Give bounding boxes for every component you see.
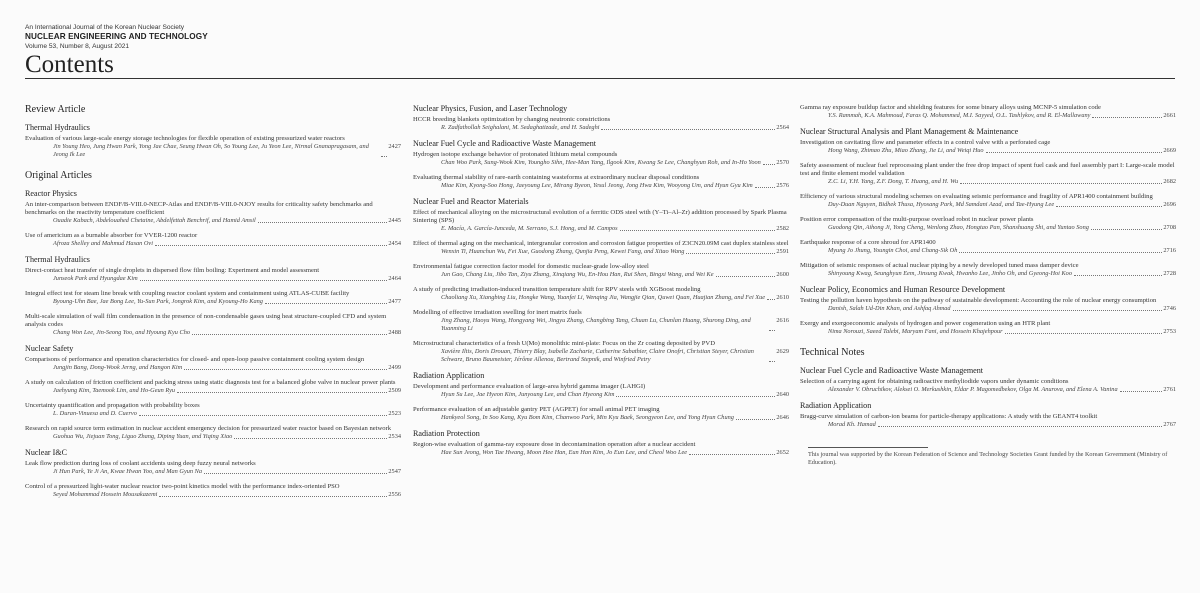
toc-entry[interactable] [800, 216, 1176, 232]
article-title[interactable]: A study on calculation of friction coefficient and packing stress using static diagnosis test for a balanced globe valve in nuclear power plants [25, 379, 396, 386]
article-title[interactable]: Earthquake response of a core shroud for APR1400 [800, 239, 936, 246]
dot-leader [616, 391, 775, 397]
page-number[interactable]: 2582 [776, 225, 789, 232]
article-title[interactable]: Research on rapid source term estimation in nuclear accident emergency decision for pressurized water reactor based on Bayesian network [25, 425, 392, 432]
article-authors-line [800, 178, 1176, 186]
article-authors-line [25, 143, 401, 159]
section-heading: Radiation Application [413, 371, 485, 380]
article-title[interactable]: Evaluation of various large-scale energy storage technologies for flexible operation of existing pressurized water reactors [25, 135, 345, 142]
society-line: An International Journal of the Korean Nuclear Society [25, 24, 185, 31]
section-heading: Reactor Physics [25, 189, 77, 198]
toc-entry[interactable] [413, 441, 789, 457]
section-heading: Nuclear Fuel Cycle and Radioactive Waste Management [800, 366, 984, 375]
dot-leader [959, 247, 1162, 253]
article-authors: Afroza Shelley and Mahmud Hasan Ovi [53, 240, 153, 247]
page-number[interactable]: 2767 [1163, 421, 1176, 428]
article-title[interactable]: Use of americium as a burnable absorber for VVER-1200 reactor [25, 232, 198, 239]
section-heading: Nuclear Physics, Fusion, and Laser Technology [413, 104, 568, 113]
article-authors-line [800, 270, 1176, 278]
dot-leader [755, 182, 776, 188]
dot-leader [265, 298, 387, 304]
dot-leader [1120, 386, 1163, 392]
article-authors-line [413, 182, 789, 190]
article-authors-line [800, 305, 1176, 313]
page-number[interactable]: 2696 [1163, 201, 1176, 208]
article-authors-line [800, 224, 1176, 232]
article-title[interactable]: Performance evaluation of an adjustable gantry PET (AGPET) for small animal PET imaging [413, 406, 660, 413]
section-heading: Radiation Protection [413, 429, 480, 438]
article-authors: Z.C. Li, Y.H. Yang, Z.F. Dong, T. Huang, and H. Wu [828, 178, 959, 185]
article-authors-line [413, 294, 789, 302]
page-number[interactable]: 2564 [776, 124, 789, 131]
article-authors: Guodong Qin, Aihong Ji, Yong Cheng, Wenlong Zhao, Hongtao Pan, Shanshuang Shi, and Yuntao Song [828, 224, 1089, 231]
toc-entry[interactable] [800, 413, 1176, 429]
article-title[interactable]: Integral effect test for steam line break with coupling reactor coolant system and containment using ATLAS-CUBE facility [25, 290, 350, 297]
page-number[interactable]: 2640 [776, 391, 789, 398]
toc-column-2 [413, 104, 789, 464]
article-authors: Jun Gao, Chang Liu, Jibo Tan, Ziyu Zhang, Xinqiang Wu, En-Hou Han, Rui Shen, Bingxi Wang, and Wei Ke [441, 271, 714, 278]
dot-leader [1005, 328, 1163, 334]
page-number[interactable]: 2746 [1163, 305, 1176, 312]
page-number[interactable]: 2761 [1163, 386, 1176, 393]
page-number[interactable]: 2629 [776, 348, 789, 355]
toc-entry[interactable] [413, 340, 789, 364]
page-number[interactable]: 2616 [776, 317, 789, 324]
article-authors-line [25, 275, 401, 283]
toc-entry[interactable] [413, 209, 789, 233]
article-title[interactable]: Uncertainty quantification and propagation with probability boxes [25, 402, 200, 409]
section-heading: Nuclear Fuel Cycle and Radioactive Waste Management [413, 139, 597, 148]
toc-entry[interactable] [413, 240, 789, 256]
article-authors-line [25, 364, 401, 372]
dot-leader [986, 147, 1163, 153]
page-number[interactable]: 2600 [776, 271, 789, 278]
dot-leader [1056, 201, 1162, 207]
article-authors: R. Zadfathollah Seighalani, M. Sedaghatizade, and H. Sadeghi [441, 124, 600, 131]
article-authors: Wenxin Ti, Huanchun Wu, Fei Xue, Guodong Zhang, Qunjia Peng, Kewei Fang, and Xitao Wang [441, 248, 685, 255]
toc-column-1 [25, 104, 401, 506]
article-title[interactable]: Evaluating thermal stability of rare-earth containing wasteforms at extraordinary nuclear disposal conditions [413, 174, 700, 181]
article-authors: Morad Kh. Hamad [828, 421, 876, 428]
dot-leader [1091, 224, 1163, 230]
toc-entry[interactable] [800, 320, 1176, 336]
toc-entry[interactable] [25, 201, 401, 225]
article-authors: Myung Jo Jhung, Youngin Choi, and Chang-Sik Oh [828, 247, 958, 254]
toc-entry[interactable] [25, 379, 401, 395]
toc-entry[interactable] [413, 263, 789, 279]
article-authors: Guohua Wu, Jiejuan Tong, Liguo Zhang, Diping Yuan, and Yiqing Xiao [53, 433, 233, 440]
toc-entry[interactable] [413, 116, 789, 132]
article-title[interactable]: Hydrogen isotope exchange behavior of protonated lithium metal compounds [413, 151, 618, 158]
article-authors: Ouadie Kabach, Abdelouahed Chetaine, Abdelfettah Benchrif, and Hamid Amsil [53, 217, 256, 224]
article-title[interactable]: Mitigation of seismic responses of actual nuclear piping by a newly developed tuned mass damper device [800, 262, 1079, 269]
toc-entry[interactable] [800, 378, 1176, 394]
article-authors-line [25, 433, 401, 441]
masthead [25, 24, 1175, 77]
article-authors: Jin Young Heo, Jung Hwan Park, Yong Jae Chae, Seung Hwan Oh, So Young Lee, Ju Yeon Lee, Nirmal Gnanapragasam, and Jeong Ik Lee [53, 143, 369, 158]
toc-entry[interactable] [800, 297, 1176, 313]
page-number[interactable]: 2708 [1163, 224, 1176, 231]
toc-entry[interactable] [800, 139, 1176, 155]
funding-footnote: This journal was supported by the Korean Federation of Science and Technology Societies Grant funded by the Korean Government (Ministry of Education). [808, 451, 1168, 466]
article-title[interactable]: Modelling of effective irradiation swelling for inert matrix fuels [413, 309, 582, 316]
section-heading: Nuclear Safety [25, 344, 74, 353]
article-title[interactable]: Control of a pressurized light-water nuclear reactor two-point kinetics model with the performance index-oriented PSO [25, 483, 340, 490]
article-authors-line [413, 248, 789, 256]
article-authors-line [25, 387, 401, 395]
toc-entry[interactable] [25, 425, 401, 441]
article-authors-line [800, 247, 1176, 255]
article-authors-line [413, 159, 789, 167]
article-authors: Hankyeol Song, In Soo Kang, Kyu Bom Kim, Chanwoo Park, Min Kyu Baek, Seongyeon Lee, and Yong Hyun Chung [441, 414, 734, 421]
article-authors: Shinyoung Kwag, Seunghyun Eem, Jinsung Kwak, Hwanho Lee, Jinho Oh, and Gyeong-Hoi Koo [828, 270, 1072, 277]
article-title[interactable]: Effect of thermal aging on the mechanical, intergranular corrosion and corrosion fatigue properties of Z3CN20.09M cast duplex stainless steel [413, 240, 789, 247]
article-title[interactable]: Comparisons of performance and operation characteristics for closed- and open-loop passive containment cooling system design [25, 356, 365, 363]
category-heading: Review Article [25, 104, 86, 115]
journal-name: NUCLEAR ENGINEERING AND TECHNOLOGY [25, 32, 208, 41]
toc-entry[interactable] [25, 232, 401, 248]
page-number[interactable]: 2669 [1163, 147, 1176, 154]
page-number[interactable]: 2523 [388, 410, 401, 417]
article-authors: Junseok Park and Hyungdae Kim [53, 275, 138, 282]
category-heading: Original Articles [25, 170, 92, 181]
volume-line: Volume 53, Number 8, August 2021 [25, 43, 130, 50]
page-number[interactable]: 2610 [776, 294, 789, 301]
article-authors-line [413, 225, 789, 233]
article-authors-line [413, 414, 789, 422]
article-authors: Jungjin Bang, Dong-Wook Jerng, and Hangon Kim [53, 364, 183, 371]
toc-column-3 [800, 104, 1176, 467]
article-authors-line [800, 201, 1176, 209]
article-authors: Xavière Iltis, Doris Drouan, Thierry Blay, Isabelle Zacharie, Catherine Sabathier, Claire Onofri, Christian Steyer, Christian Schwarz, Bruno Baumeister, Jérôme Allenou, Bertrand Stepnik, and Winfried Petry [441, 348, 754, 363]
article-authors: Ji Hun Park, Ye Ji An, Kwae Hwan Yoo, and Man Gyun Na [53, 468, 202, 475]
header-rule [25, 78, 1175, 79]
section-heading: Nuclear Fuel and Reactor Materials [413, 197, 529, 206]
dot-leader [953, 305, 1163, 311]
dot-leader [763, 159, 776, 165]
article-title[interactable]: Development and performance evaluation of large-area hybrid gamma imager (LAHGI) [413, 383, 646, 390]
toc-entry[interactable] [25, 402, 401, 418]
article-authors: Chang Won Lee, Jin-Seong Yoo, and Hyoung Kyu Cho [53, 329, 191, 336]
dot-leader [184, 364, 387, 370]
toc-entry[interactable] [25, 460, 401, 476]
article-authors-line [800, 112, 1176, 120]
article-authors-line [25, 329, 401, 337]
article-title[interactable]: Region-wise evaluation of gamma-ray exposure dose in decontamination operation after a nuclear accident [413, 441, 696, 448]
article-title[interactable]: Safety assessment of nuclear fuel reprocessing plant under the free drop impact of spent fuel cask and fuel assembly part I: Large-scale model test and finite element model validation [800, 162, 1175, 177]
page-number[interactable]: 2728 [1163, 270, 1176, 277]
dot-leader [155, 240, 387, 246]
article-authors: E. Macía, A. García-Junceda, M. Serrano, S.J. Hong, and M. Campos [441, 225, 618, 232]
toc-entry[interactable] [413, 286, 789, 302]
toc-entry[interactable] [413, 174, 789, 190]
page-number[interactable]: 2591 [776, 248, 789, 255]
article-authors-line [413, 317, 789, 333]
page-number[interactable]: 2753 [1163, 328, 1176, 335]
dot-leader [204, 468, 387, 474]
article-authors: L. Duran-Vinuesa and D. Cuervo [53, 410, 137, 417]
article-title[interactable]: Efficiency of various structural modeling schemes on evaluating seismic performance and fragility of APR1400 containment building [800, 193, 1153, 200]
toc-entry[interactable] [413, 151, 789, 167]
article-authors: Alexander V. Obruchikov, Aleksei O. Merkushkin, Eldar P. Magomedbekov, Olga M. Anurova, and Elena A. Vanina [828, 386, 1118, 393]
dot-leader [620, 225, 776, 231]
section-heading: Radiation Application [800, 401, 872, 410]
article-title[interactable]: Leak flow prediction during loss of coolant accidents using deep fuzzy neural networks [25, 460, 256, 467]
page-number[interactable]: 2464 [388, 275, 401, 282]
article-title[interactable]: An inter-comparison between ENDF/B-VIII.0-NECP-Atlas and ENDF/B-VIII.0-NJOY results for criticality safety benchmarks and benchmarks on the reactivity temperature coefficient [25, 201, 373, 216]
article-title[interactable]: Microstructural characteristics of a fresh U(Mo) monolithic mini-plate: Focus on the Zr coating deposited by PVD [413, 340, 715, 347]
article-title[interactable]: Effect of mechanical alloying on the microstructural evolution of a ferritic ODS steel with (Y–Ti–Al–Zr) addition processed by Spark Plasma Sintering (SPS) [413, 209, 787, 224]
section-heading: Nuclear I&C [25, 448, 68, 457]
article-title[interactable]: Investigation on cavitating flow and parameter effects in a control valve with a perforated cage [800, 139, 1051, 146]
article-title[interactable]: Gamma ray exposure buildup factor and shielding features for some binary alloys using MCNP-5 simulation code [800, 104, 1101, 111]
toc-entry[interactable] [25, 290, 401, 306]
dot-leader [736, 414, 776, 420]
article-title[interactable]: Position error compensation of the multi-purpose overload robot in nuclear power plants [800, 216, 1034, 223]
article-title[interactable]: Testing the pollution haven hypothesis on the pathway of sustainable development: Accounting the role of nuclear energy consumption [800, 297, 1157, 304]
toc-entry[interactable] [800, 239, 1176, 255]
article-authors-line [25, 410, 401, 418]
dot-leader [381, 143, 387, 157]
dot-leader [177, 387, 387, 393]
article-authors: Hyun Su Lee, Jae Hyeon Kim, Junyoung Lee, and Chan Hyeong Kim [441, 391, 615, 398]
article-title[interactable]: Bragg-curve simulation of carbon-ion beams for particle-therapy applications: A study with the GEANT4 toolkit [800, 413, 1098, 420]
article-authors-line [413, 271, 789, 279]
page-number[interactable]: 2499 [388, 364, 401, 371]
footnote-rule [808, 447, 928, 448]
page-number[interactable]: 2570 [776, 159, 789, 166]
toc-entry[interactable] [413, 406, 789, 422]
article-authors-line [25, 491, 401, 499]
article-authors-line [25, 217, 401, 225]
page-number[interactable]: 2509 [388, 387, 401, 394]
section-heading: Nuclear Policy, Economics and Human Resource Development [800, 285, 1006, 294]
dot-leader [878, 421, 1163, 427]
toc-entry[interactable] [25, 356, 401, 372]
article-authors-line [413, 391, 789, 399]
article-authors: Seyed Mohammad Hossein Mousakazemi [53, 491, 158, 498]
page-number[interactable]: 2716 [1163, 247, 1176, 254]
section-heading: Thermal Hydraulics [25, 123, 90, 132]
category-heading: Technical Notes [800, 347, 865, 358]
article-authors: Y.S. Rammah, K.A. Mahmoud, Faras Q. Mohammed, M.I. Sayyed, O.L. Tashlykov, and R. El-Mallawany [828, 112, 1091, 119]
article-authors-line [413, 449, 789, 457]
dot-leader [139, 410, 388, 416]
toc-entry[interactable] [25, 313, 401, 337]
article-title[interactable]: Selection of a carrying agent for obtaining radioactive methyliodide vapors under dynamic conditions [800, 378, 1069, 385]
dot-leader [716, 271, 776, 277]
page-number[interactable]: 2682 [1163, 178, 1176, 185]
dot-leader [767, 294, 775, 300]
article-authors: Danish, Salah Ud-Din Khan, and Ashfaq Ahmad [828, 305, 951, 312]
article-authors: Nima Norouzi, Saeed Talebi, Maryam Fani, and Hossein Khajehpour [828, 328, 1003, 335]
page-number[interactable]: 2547 [388, 468, 401, 475]
page-number[interactable]: 2488 [388, 329, 401, 336]
page-number[interactable]: 2576 [776, 182, 789, 189]
page-number[interactable]: 2646 [776, 414, 789, 421]
toc-entry[interactable] [800, 104, 1176, 120]
toc-entry[interactable] [800, 162, 1176, 186]
article-title[interactable]: Multi-scale simulation of wall film condensation in the presence of non-condensable gases using heat structure-coupled CFD and system analysis codes [25, 313, 387, 328]
page-number[interactable]: 2652 [776, 449, 789, 456]
dot-leader [234, 433, 387, 439]
article-title[interactable]: Direct-contact heat transfer of single droplets in dispersed flow film boiling: Experiment and model assessment [25, 267, 320, 274]
toc-entry[interactable] [413, 309, 789, 333]
page-number[interactable]: 2477 [388, 298, 401, 305]
article-title[interactable]: A study of predicting irradiation-induced transition temperature shift for RPV steels with XGBoost modeling [413, 286, 701, 293]
article-authors: Chan Woo Park, Sung-Wook Kim, Youngho Sihn, Hee-Man Yang, Ilgook Kim, Kwang Se Lee, Changhyun Roh, and In-Ho Yoon [441, 159, 761, 166]
dot-leader [689, 449, 775, 455]
toc-entry[interactable] [800, 193, 1176, 209]
dot-leader [1074, 270, 1162, 276]
article-title[interactable]: Environmental fatigue correction factor model for domestic nuclear-grade low-alloy steel [413, 263, 649, 270]
dot-leader [601, 124, 775, 130]
page-number[interactable]: 2661 [1163, 112, 1176, 119]
dot-leader [159, 491, 387, 497]
article-title[interactable]: Exergy and exergoeconomic analysis of hydrogen and power cogeneration using an HTR plant [800, 320, 1051, 327]
toc-entry[interactable] [25, 483, 401, 499]
toc-entry[interactable] [800, 262, 1176, 278]
page-number[interactable]: 2534 [388, 433, 401, 440]
article-authors-line [413, 348, 789, 364]
dot-leader [140, 275, 388, 281]
article-authors-line [25, 240, 401, 248]
toc-entry[interactable] [25, 267, 401, 283]
article-authors-line [413, 124, 789, 132]
toc-entry[interactable] [25, 135, 401, 159]
article-authors: Duy-Duan Nguyen, Bidhek Thusa, Hyosang Park, Md Samdani Azad, and Tae-Hyung Lee [828, 201, 1055, 208]
dot-leader [258, 217, 388, 223]
article-authors: Hae Sun Jeong, Won Tae Hwang, Moon Hee Han, Eun Han Kim, Jo Eun Lee, and Cheol Woo Lee [441, 449, 688, 456]
article-authors: Jaehyung Kim, Taemook Lim, and Ho-Geun Ryu [53, 387, 176, 394]
article-authors-line [800, 386, 1176, 394]
toc-entry[interactable] [413, 383, 789, 399]
article-authors: Byoung-Uhn Bae, Jae Bong Lee, Yu-Sun Park, Jongrok Kim, and Kyoung-Ho Kang [53, 298, 263, 305]
dot-leader [769, 317, 775, 331]
article-authors: Hong Wang, Zhimao Zhu, Miao Zhang, Jie Li, and Weiqi Huo [828, 147, 984, 154]
article-authors-line [25, 468, 401, 476]
section-heading: Thermal Hydraulics [25, 255, 90, 264]
page-number[interactable]: 2427 [388, 143, 401, 150]
article-authors-line [800, 147, 1176, 155]
dot-leader [1092, 112, 1162, 118]
article-authors-line [25, 298, 401, 306]
section-heading: Nuclear Structural Analysis and Plant Management & Maintenance [800, 127, 1019, 136]
article-authors: Chaoliang Xu, Xiangbing Liu, Hongke Wang, Yuanfei Li, Wenqing Jia, Wangjie Qian, Quwei Quan, Huajian Zhang, and Fei Xue [441, 294, 766, 301]
dot-leader [769, 348, 775, 362]
dot-leader [960, 178, 1162, 184]
dot-leader [686, 248, 775, 254]
article-authors: Jing Zhang, Haoyu Wang, Hongyang Wei, Jingyu Zhang, Changbing Tang, Chuan Lu, Chunlan Huang, Shurong Ding, and Yuanming Li [441, 317, 751, 332]
page-number[interactable]: 2556 [388, 491, 401, 498]
dot-leader [192, 329, 387, 335]
article-authors-line [800, 421, 1176, 429]
article-authors: Miae Kim, Kyong-Soo Hong, Jaeyoung Lee, Mirang Byeon, Yesul Jeong, Jong Hwa Kim, Wooyong Um, and Hyun Gyu Kim [441, 182, 753, 189]
page-title: Contents [25, 51, 114, 78]
article-authors-line [800, 328, 1176, 336]
page-number[interactable]: 2445 [388, 217, 401, 224]
page-number[interactable]: 2454 [388, 240, 401, 247]
article-title[interactable]: HCCR breeding blankets optimization by changing neutronic constrictions [413, 116, 611, 123]
